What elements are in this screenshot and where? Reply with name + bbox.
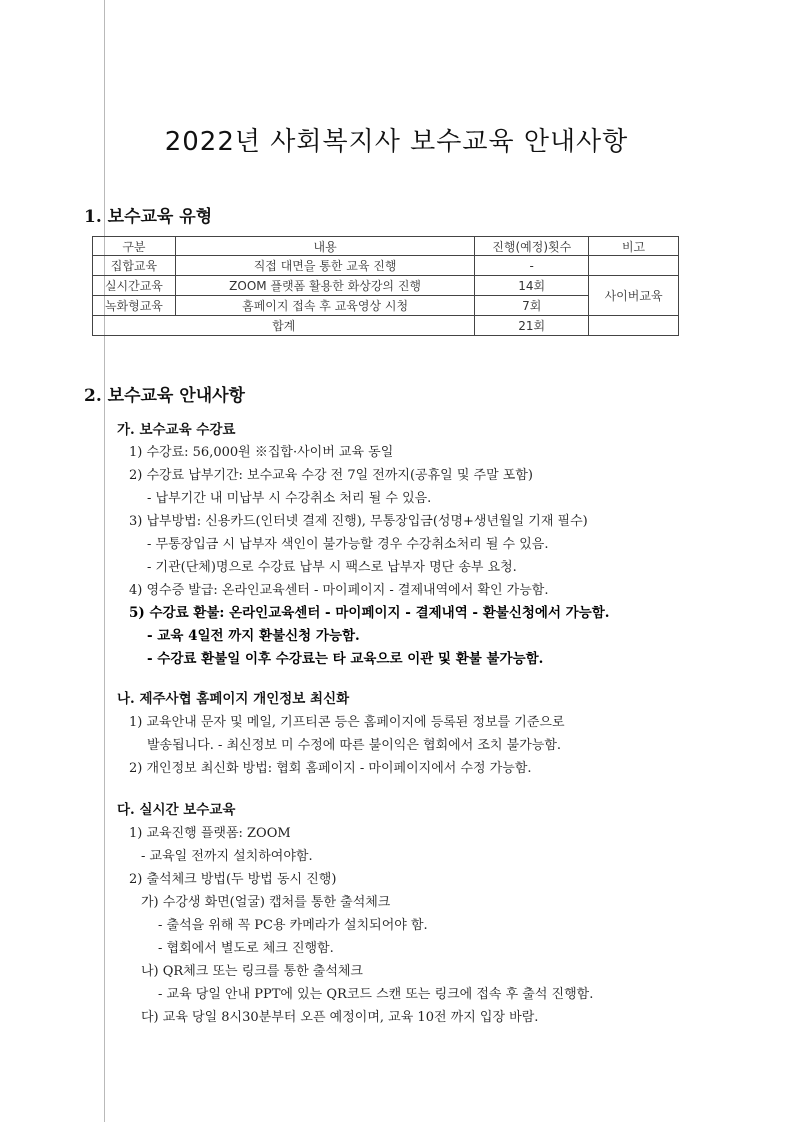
table-row [93,256,679,276]
text-line: - 무통장입금 시 납부자 색인이 불가능할 경우 수강취소처리 될 수 있음. [147,537,549,552]
refund-text-line: - 교육 4일전 까지 환불신청 가능함. [147,628,360,644]
table-cell-content: ZOOM 플랫폼 활용한 화상강의 진행 [175,276,474,296]
text-line: 1) 수강료: 56,000원 ※집합·사이버 교육 동일 [129,445,394,460]
subsection-da-title: 다. 실시간 보수교육 [117,802,236,818]
table-total-label: 합계 [93,316,475,336]
text-line: 3) 납부방법: 신용카드(인터넷 결제 진행), 무통장입금(성명+생년월일 기재 필수) [129,514,588,529]
text-line: - 기관(단체)명으로 수강료 납부 시 팩스로 납부자 명단 송부 요청. [147,560,517,575]
table-cell-note [589,256,679,276]
text-line: 1) 교육진행 플랫폼: ZOOM [129,826,291,841]
table-cell-type: 실시간교육 [93,276,176,296]
text-line: 나) QR체크 또는 링크를 통한 출석체크 [141,964,363,979]
table-cell-count: 7회 [475,296,589,316]
table-total-count: 21회 [475,316,589,336]
binding-margin-line [104,0,105,1122]
column-header: 진행(예정)횟수 [475,237,589,256]
table-total-row [93,316,679,336]
table-header-row [93,237,679,256]
table-cell-type: 녹화형교육 [93,296,176,316]
text-line: 1) 교육안내 문자 및 메일, 기프티콘 등은 홈페이지에 등록된 정보를 기준으로 [129,715,565,730]
section-1-heading: 1. 보수교육 유형 [84,207,213,227]
section-2-heading: 2. 보수교육 안내사항 [84,386,245,406]
refund-text-line: 5) 수강료 환불: 온라인교육센터 - 마이페이지 - 결제내역 - 환불신청에서 가능함. [129,605,610,621]
education-type-table [92,236,679,336]
table-cell-count: 14회 [475,276,589,296]
subsection-ga-title: 가. 보수교육 수강료 [117,422,236,438]
text-line: - 납부기간 내 미납부 시 수강취소 처리 될 수 있음. [147,491,432,506]
text-line: - 협회에서 별도로 체크 진행함. [158,941,334,956]
text-line: 2) 개인정보 최신화 방법: 협회 홈페이지 - 마이페이지에서 수정 가능함. [129,761,532,776]
refund-text-line: - 수강료 환불일 이후 수강료는 타 교육으로 이관 및 환불 불가능함. [147,651,544,667]
text-line: - 출석을 위해 꼭 PC용 카메라가 설치되어야 함. [158,918,428,933]
table-cell-content: 직접 대면을 통한 교육 진행 [175,256,474,276]
text-line: - 교육 당일 안내 PPT에 있는 QR코드 스캔 또는 링크에 접속 후 출석 진행함. [158,987,594,1002]
text-line: 가) 수강생 화면(얼굴) 캡처를 통한 출석체크 [141,895,391,910]
table-cell-note [589,316,679,336]
text-line: - 교육일 전까지 설치하여야함. [141,849,313,864]
table-cell-content: 홈페이지 접속 후 교육영상 시청 [175,296,474,316]
table-cell-type: 집합교육 [93,256,176,276]
table-row [93,276,679,296]
column-header: 구분 [93,237,176,256]
document-title: 2022년 사회복지사 보수교육 안내사항 [164,127,629,157]
text-line: 2) 출석체크 방법(두 방법 동시 진행) [129,872,337,887]
column-header: 내용 [175,237,474,256]
text-line: 2) 수강료 납부기간: 보수교육 수강 전 7일 전까지(공휴일 및 주말 포함) [129,468,533,483]
subsection-na-title: 나. 제주사협 홈페이지 개인정보 최신화 [117,691,350,707]
table-cell-count: - [475,256,589,276]
text-line: 4) 영수증 발급: 온라인교육센터 - 마이페이지 - 결제내역에서 확인 가능함. [129,583,549,598]
column-header: 비고 [589,237,679,256]
text-line: 다) 교육 당일 8시30분부터 오픈 예정이며, 교육 10전 까지 입장 바람. [141,1010,539,1025]
text-line: 발송됩니다. - 최신정보 미 수정에 따른 불이익은 협회에서 조치 불가능함. [147,738,562,753]
table-cell-note-merged: 사이버교육 [589,276,679,316]
